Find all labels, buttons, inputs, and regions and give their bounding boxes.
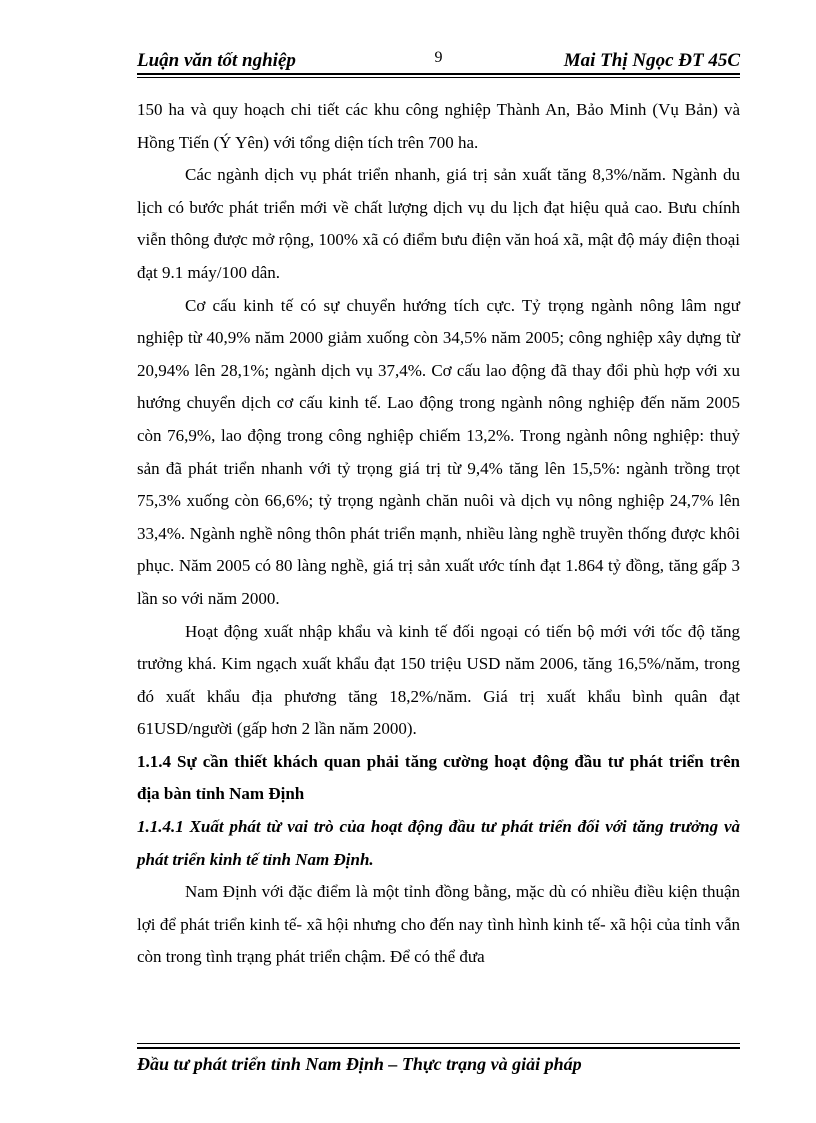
paragraph-trade: Hoạt động xuất nhập khẩu và kinh tế đối ngoại có tiến bộ mới với tốc độ tăng trưởng khá. Kim ngạch xuất khẩu đạt 150 triệu USD năm 2006, tăng 16,5%/năm, trong đó xuất khẩu địa phương tăng 18,2%/năm. Giá trị xuất khẩu bình quân đạt 61USD/người (gấp hơn 2 lần năm 2000). (137, 621, 740, 739)
page-body (137, 94, 740, 974)
page-number: 9 (434, 49, 443, 66)
header-rule-thick (137, 73, 740, 75)
section-heading-1-1-4: 1.1.4 Sự cần thiết khách quan phải tăng cường hoạt động đầu tư phát triển trên địa bàn tỉnh Nam Định (137, 751, 740, 804)
paragraph-continuation: 150 ha và quy hoạch chi tiết các khu công nghiệp Thành An, Bảo Minh (Vụ Bản) và Hồng Tiến (Ý Yên) với tổng diện tích trên 700 ha. (137, 100, 740, 152)
paragraph-nam-dinh: Nam Định với đặc điểm là một tỉnh đồng bằng, mặc dù có nhiều điều kiện thuận lợi để phát triển kinh tế- xã hội nhưng cho đến nay tình hình kinh tế- xã hội của tỉnh vẫn còn trong tình trạng phát triển chậm. Để có thể đưa (137, 882, 740, 967)
header-rule-thin (137, 77, 740, 78)
footer-rule-thin (137, 1043, 740, 1044)
footer-rule-thick (137, 1047, 740, 1049)
page-footer: Đầu tư phát triển tỉnh Nam Định – Thực trạng và giải pháp (137, 1054, 582, 1074)
header-author: Mai Thị Ngọc ĐT 45C (563, 50, 740, 71)
paragraph-services: Các ngành dịch vụ phát triển nhanh, giá trị sản xuất tăng 8,3%/năm. Ngành du lịch có bước phát triển mới về chất lượng dịch vụ du lịch đạt hiệu quả cao. Bưu chính viễn thông được mở rộng, 100% xã có điểm bưu điện văn hoá xã, mật độ máy điện thoại đạt 9.1 máy/100 dân. (137, 165, 740, 282)
header-thesis-label: Luận văn tốt nghiệp (137, 50, 296, 71)
page-header (137, 46, 740, 74)
section-heading-1-1-4-1: 1.1.4.1 Xuất phát từ vai trò của hoạt động đầu tư phát triển đối với tăng trưởng và phát triển kinh tế tỉnh Nam Định. (137, 817, 740, 869)
paragraph-economic-structure: Cơ cấu kinh tế có sự chuyển hướng tích cực. Tỷ trọng ngành nông lâm ngư nghiệp từ 40,9% năm 2000 giảm xuống còn 34,5% năm 2005; công nghiệp xây dựng từ 20,94% lên 28,1%; ngành dịch vụ 37,4%. Cơ cấu lao động đã thay đổi phù hợp với xu hướng chuyển dịch cơ cấu kinh tế. Lao động trong ngành nông nghiệp đến năm 2005 còn 76,9%, lao động trong công nghiệp chiếm 13,2%. Trong ngành nông nghiệp: thuỷ sản đã phát triển nhanh với tỷ trọng giá trị từ 9,4% tăng lên 15,5%: ngành trồng trọt 75,3% xuống còn 66,6%; tỷ trọng ngành chăn nuôi và dịch vụ nông nghiệp 24,7% lên 33,4%. Ngành nghề nông thôn phát triển mạnh, nhiều làng nghề truyền thống được khôi phục. Năm 2005 có 80 làng nghề, giá trị sản xuất ước tính đạt 1.864 tỷ đồng, tăng gấp 3 lần so với năm 2000. (137, 295, 740, 608)
